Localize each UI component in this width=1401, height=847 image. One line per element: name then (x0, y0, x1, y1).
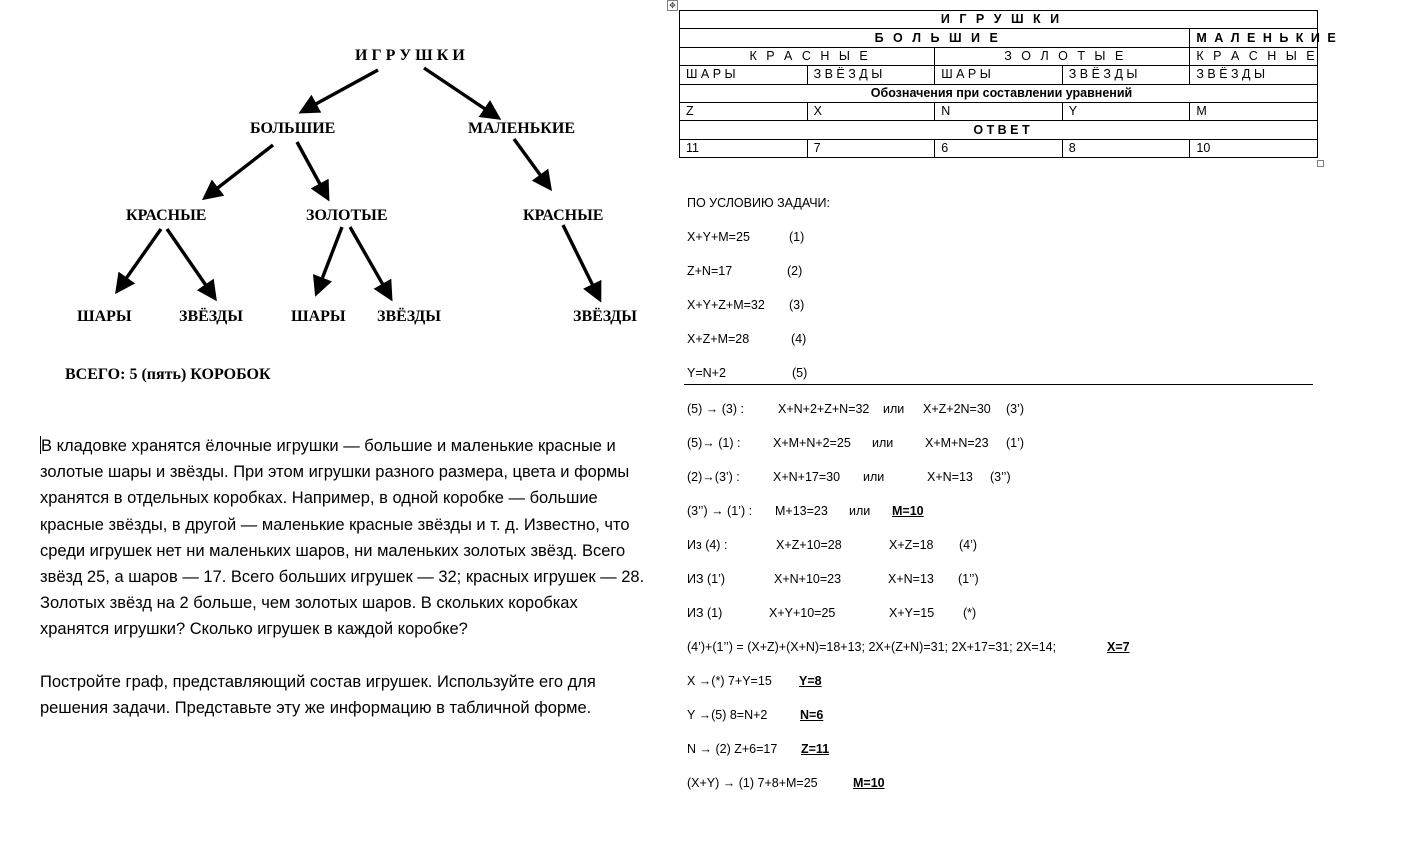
edge-root-big (303, 70, 378, 111)
equation-number: (2) (787, 264, 803, 278)
sum-expr: (4’)+(1’’) = (X+Z)+(X+N)=18+13; 2X+(Z+N)=31; 2X+17=31; 2X=14; (687, 640, 1057, 654)
table-notation-cell: X (807, 102, 935, 120)
edge-biggold-stars (350, 227, 390, 297)
table-notation-cell: M (1190, 102, 1318, 120)
step-number: (*) (963, 606, 977, 620)
step-number: (1’) (1006, 436, 1025, 450)
table-notation-cell: Z (680, 102, 808, 120)
table-notation-title: Обозначения при составлении уравнений (680, 84, 1318, 102)
problem-paragraph-2 (40, 669, 680, 721)
table-answer-cell: 7 (807, 139, 935, 157)
table-title: И Г Р У Ш К И (680, 11, 1318, 29)
result-m: M=10 (853, 776, 885, 790)
problem-line: Золотых звёзд на 2 больше, чем золотых шаров. В скольких коробках (40, 594, 578, 613)
tree-node-big: БОЛЬШИЕ (250, 120, 336, 137)
final-expr: X →(*) 7+Y=15 (687, 674, 772, 688)
step-expr: X+Y+10=25 (769, 606, 836, 620)
table-notation-cell: Y (1062, 102, 1190, 120)
equation-expr: Z+N=17 (687, 264, 733, 278)
table-type-cell: З В Ё З Д Ы (1062, 66, 1190, 84)
step-result: X+M+N=23 (925, 436, 989, 450)
step-expr: X+M+N+2=25 (773, 436, 851, 450)
problem-line: среди игрушек нет ни маленьких шаров, ни маленьких золотых звёзд. Всего (40, 541, 626, 560)
step-from: (5)→ (1) : (687, 436, 741, 450)
problem-line: звёзд 25, а шаров — 17. Всего больших игрушек — 32; красных игрушек — 28. (40, 568, 645, 587)
toys-table (679, 10, 1338, 158)
tree-leaf-small-red-stars: ЗВЁЗДЫ (573, 308, 637, 325)
table-type-cell: Ш А Р Ы (935, 66, 1063, 84)
result-n: N=6 (800, 708, 824, 722)
table-answer-cell: 11 (680, 139, 808, 157)
result-y: Y=8 (799, 674, 822, 688)
result-x: X=7 (1107, 640, 1130, 654)
equation-number: (3) (789, 298, 805, 312)
step-expr: X+Z+10=28 (776, 538, 842, 552)
equation-expr: X+Y+M=25 (687, 230, 750, 244)
edge-small-red (514, 139, 549, 187)
tree-leaf-big-red-stars: ЗВЁЗДЫ (179, 308, 243, 325)
step-number: (3’’) (990, 470, 1011, 484)
table-header-big-gold: З О Л О Т Ы Е (935, 47, 1190, 65)
step-number: (1’’) (958, 572, 979, 586)
step-from: (3’’) → (1’) : (687, 504, 753, 518)
step-result: X+N=13 (888, 572, 934, 586)
tree-leaf-big-gold-balls: ШАРЫ (291, 308, 346, 325)
equation-expr: X+Y+Z+M=32 (687, 298, 765, 312)
table-notation-cell: N (935, 102, 1063, 120)
edge-big-red (206, 145, 273, 197)
table-header-big: Б О Л Ь Ш И Е (680, 29, 1190, 47)
table-header-big-red: К Р А С Н Ы Е (680, 47, 935, 65)
table-answer-cell: 10 (1190, 139, 1318, 157)
problem-text[interactable] (40, 433, 680, 721)
tree-node-small-red: КРАСНЫЕ (523, 207, 604, 224)
step-from: (2)→(3’) : (687, 470, 740, 484)
step-or: или (863, 470, 885, 484)
step-or: или (849, 504, 871, 518)
step-from: Из (4) : (687, 538, 728, 552)
equation-number: (1) (789, 230, 805, 244)
problem-line: В кладовке хранятся ёлочные игрушки — большие и маленькие красные и (41, 437, 616, 455)
table-answer-cell: 6 (935, 139, 1063, 157)
tree-node-big-red: КРАСНЫЕ (126, 207, 207, 224)
problem-line: золотые шары и звёзды. При этом игрушки разного размера, цвета и формы (40, 463, 630, 482)
edge-biggold-balls (317, 227, 342, 292)
step-result: X+Y=15 (889, 606, 935, 620)
step-or: или (872, 436, 894, 450)
table-type-cell: З В Ё З Д Ы (1190, 66, 1318, 84)
step-expr: X+N+17=30 (773, 470, 841, 484)
step-expr: M+13=23 (775, 504, 828, 518)
table-move-handle-icon[interactable]: ✥ (667, 0, 678, 11)
step-or: или (883, 402, 905, 416)
step-expr: X+N+10=23 (774, 572, 842, 586)
table-type-cell: З В Ё З Д Ы (807, 66, 935, 84)
step-from: ИЗ (1’) (687, 572, 726, 586)
step-expr: X+N+2+Z+N=32 (778, 402, 870, 416)
step-from: (5) → (3) : (687, 402, 744, 416)
step-number: (4’) (959, 538, 978, 552)
table-header-small: М А Л Е Н Ь К И Е (1190, 29, 1318, 47)
step-result: X+Z=18 (889, 538, 934, 552)
tree-node-big-gold: ЗОЛОТЫЕ (306, 207, 388, 224)
tree-leaf-big-red-balls: ШАРЫ (77, 308, 132, 325)
table-answer-title: О Т В Е Т (680, 121, 1318, 139)
problem-paragraph-1 (40, 433, 680, 643)
step-result-m: M=10 (892, 504, 924, 518)
result-z: Z=11 (801, 742, 830, 756)
table-header-small-red: К Р А С Н Ы Е (1190, 47, 1318, 65)
step-result: X+Z+2N=30 (923, 402, 991, 416)
total-boxes: ВСЕГО: 5 (пять) КОРОБОК (65, 366, 271, 383)
tree-leaf-big-gold-stars: ЗВЁЗДЫ (377, 308, 441, 325)
equation-number: (4) (791, 332, 807, 346)
problem-line: хранятся игрушки? Сколько игрушек в каждой коробке? (40, 620, 468, 639)
edge-root-small (424, 68, 497, 117)
table-resize-handle[interactable] (1317, 160, 1324, 167)
problem-line: красные звёзды, в другой — маленькие красные звёзды и т. д. Известно, что (40, 515, 630, 534)
edge-bigred-balls (118, 229, 161, 290)
final-expr: N → (2) Z+6=17 (687, 742, 778, 756)
equation-expr: X+Z+M=28 (687, 332, 750, 346)
problem-line: хранятся в отдельных коробках. Например, в одной коробке — большие (40, 489, 598, 508)
problem-line: Постройте граф, представляющий состав игрушек. Используйте его для (40, 672, 596, 691)
problem-line: решения задачи. Представьте эту же информацию в табличной форме. (40, 698, 592, 717)
divider-line (684, 384, 1313, 385)
edge-big-gold (297, 142, 327, 197)
toy-tree-graph (0, 0, 680, 340)
equation-expr: Y=N+2 (687, 366, 726, 380)
tree-node-root: И Г Р У Ш К И (355, 47, 465, 64)
final-expr: Y →(5) 8=N+2 (687, 708, 768, 722)
edge-smallred-stars (563, 225, 599, 298)
step-number: (3’) (1006, 402, 1025, 416)
solution-heading: ПО УСЛОВИЮ ЗАДАЧИ: (687, 196, 830, 210)
step-result: X+N=13 (927, 470, 973, 484)
equation-number: (5) (792, 366, 808, 380)
table-answer-cell: 8 (1062, 139, 1190, 157)
table-type-cell: Ш А Р Ы (680, 66, 808, 84)
final-expr: (X+Y) → (1) 7+8+M=25 (687, 776, 818, 790)
tree-node-small: МАЛЕНЬКИЕ (468, 120, 575, 137)
edge-bigred-stars (167, 229, 214, 297)
step-from: ИЗ (1) (687, 606, 723, 620)
